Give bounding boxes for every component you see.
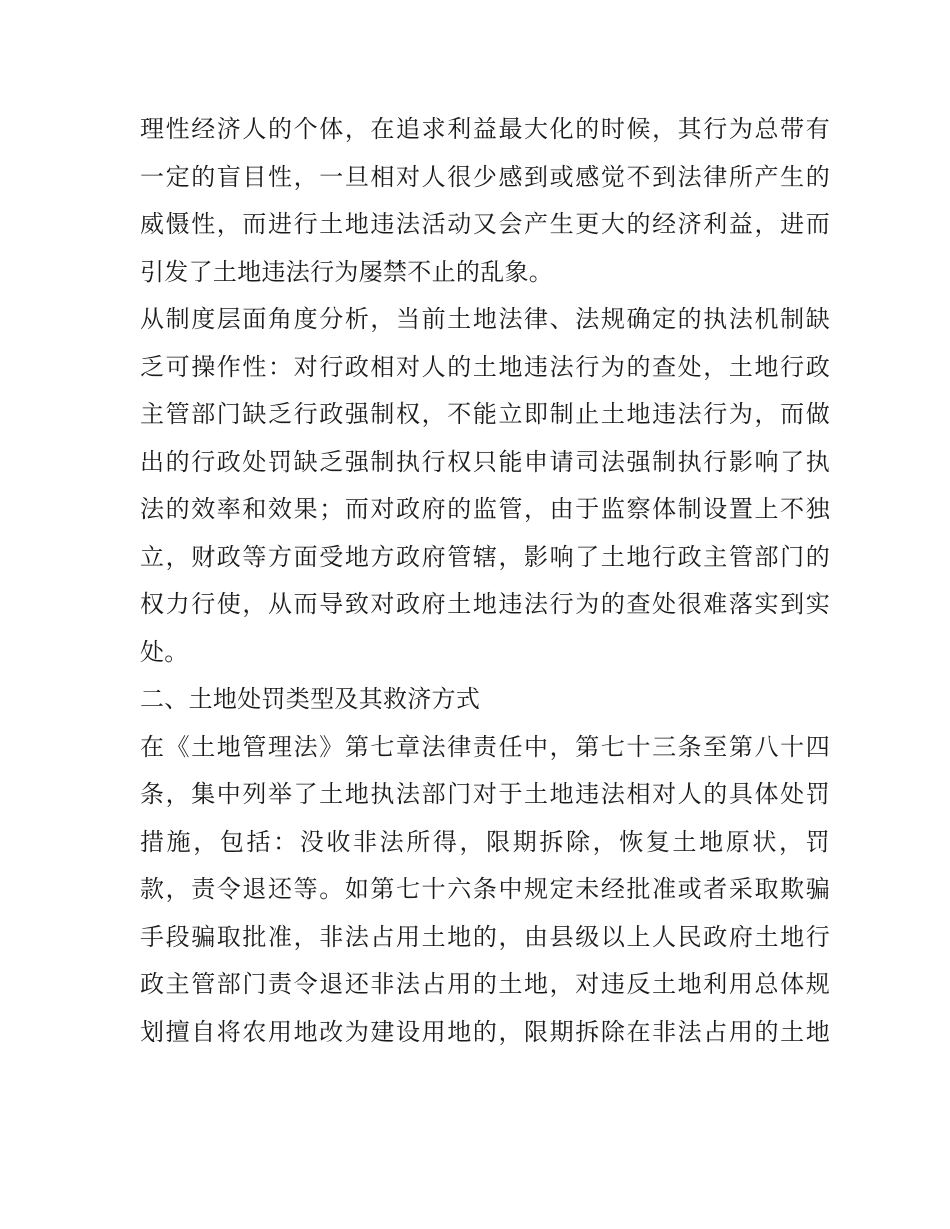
text-line: 政主管部门责令退还非法占用的土地，对违反土地利用总体规	[140, 970, 830, 998]
body-text	[140, 106, 830, 1056]
text-line: 款，责令退还等。如第七十六条中规定未经批准或者采取欺骗	[140, 875, 830, 903]
section-heading: 二、土地处罚类型及其救济方式	[140, 685, 481, 713]
text-line: 在《土地管理法》第七章法律责任中，第七十三条至第八十四	[140, 732, 830, 761]
text-line: 引发了土地违法行为屡禁不止的乱象。	[140, 257, 554, 286]
text-line: 权力行使，从而导致对政府土地违法行为的查处很难落实到实	[140, 590, 830, 618]
text-line: 一定的盲目性，一旦相对人很少感到或感觉不到法律所产生的	[140, 162, 830, 191]
text-line: 条，集中列举了土地执法部门对于土地违法相对人的具体处罚	[140, 780, 830, 808]
text-line: 手段骗取批准，非法占用土地的，由县级以上人民政府土地行	[140, 922, 830, 951]
text-line: 理性经济人的个体，在追求利益最大化的时候，其行为总带有	[140, 115, 830, 143]
text-line: 乏可操作性：对行政相对人的土地违法行为的查处，土地行政	[140, 352, 830, 381]
text-line: 威慑性，而进行土地违法活动又会产生更大的经济利益，进而	[140, 210, 830, 238]
text-line: 主管部门缺乏行政强制权，不能立即制止土地违法行为，而做	[140, 400, 830, 428]
text-line: 立，财政等方面受地方政府管辖，影响了土地行政主管部门的	[140, 542, 830, 571]
text-line: 划擅自将农用地改为建设用地的，限期拆除在非法占用的土地	[140, 1017, 830, 1046]
text-line: 处。	[140, 637, 189, 666]
text-line: 措施，包括：没收非法所得，限期拆除，恢复土地原状，罚	[140, 827, 830, 856]
text-line: 出的行政处罚缺乏强制执行权只能申请司法强制执行影响了执	[140, 447, 830, 476]
text-line: 从制度层面角度分析，当前土地法律、法规确定的执法机制缺	[140, 305, 830, 333]
text-line: 法的效率和效果；而对政府的监管，由于监察体制设置上不独	[140, 495, 830, 523]
